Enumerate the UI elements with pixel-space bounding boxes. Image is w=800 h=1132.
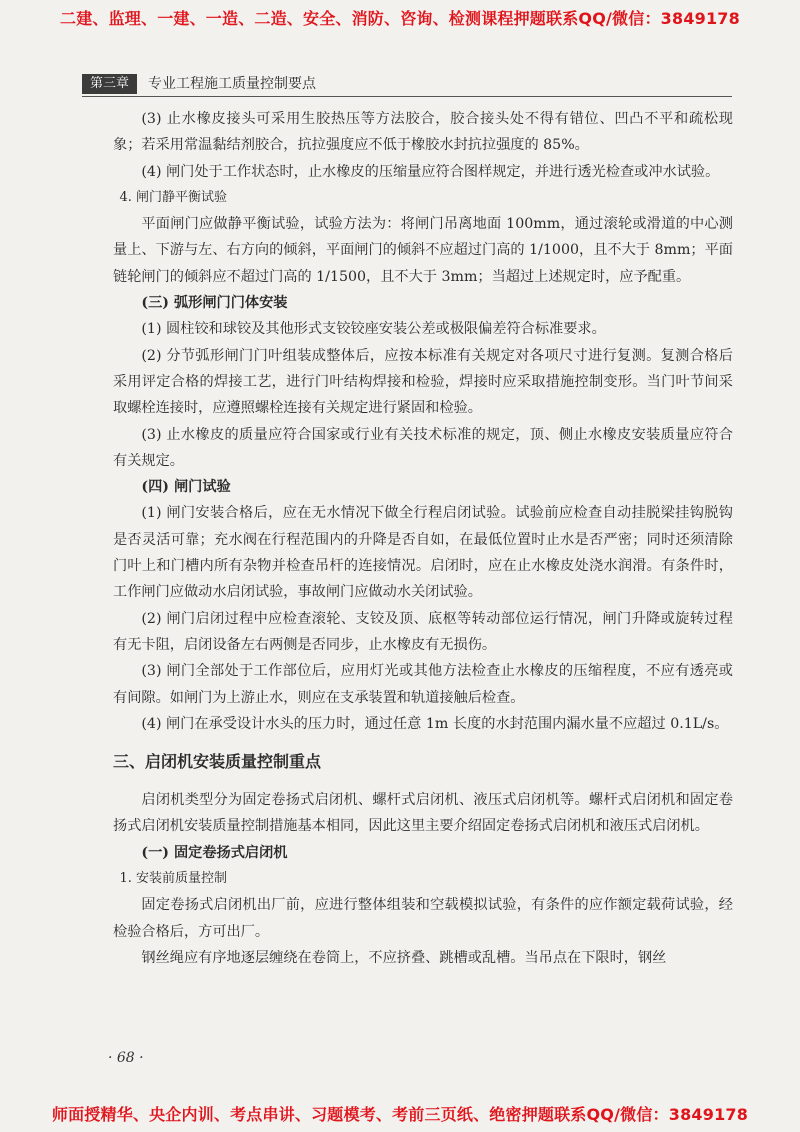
subsection-heading: 4. 闸门静平衡试验 bbox=[119, 189, 228, 205]
paragraph: (3) 止水橡皮接头可采用生胶热压等方法胶合，胶合接头处不得有错位、凹凸不平和疏松现象；若采用常温黏结剂胶合，抗拉强度应不低于橡胶水封抗拉强度的 85%。 bbox=[113, 111, 733, 154]
paragraph: 钢丝绳应有序地逐层缠绕在卷筒上，不应挤叠、跳槽或乱槽。当吊点在下限时，钢丝 bbox=[141, 949, 667, 966]
chapter-section-heading: 三、启闭机安装质量控制重点 bbox=[113, 752, 322, 772]
paragraph: 固定卷扬式启闭机出厂前，应进行整体组装和空载模拟试验，有条件的应作额定载荷试验，经检验合格后，方可出厂。 bbox=[113, 897, 733, 940]
paragraph: (2) 分节弧形闸门门叶组装成整体后，应按本标准有关规定对各项尺寸进行复测。复测合格后采用评定合格的焊接工艺，进行门叶结构焊接和检验，焊接时应采取措施控制变形。当门叶节间采取螺栓连接时，应遵照螺栓连接有关规定进行紧固和检验。 bbox=[113, 347, 733, 417]
paragraph: (1) 圆柱铰和球铰及其他形式支铰铰座安装公差或极限偏差符合标准要求。 bbox=[141, 321, 606, 338]
paragraph: (3) 闸门全部处于工作部位后，应用灯光或其他方法检查止水橡皮的压缩程度，不应有透亮或有间隙。如闸门为上游止水，则应在支承装置和轨道接触后检查。 bbox=[113, 663, 733, 706]
section-heading: (三) 弧形闸门门体安装 bbox=[141, 295, 288, 312]
chapter-header bbox=[82, 74, 732, 96]
page-number: · 68 · bbox=[108, 1050, 144, 1066]
page-body bbox=[113, 106, 733, 971]
paragraph: (2) 闸门启闭过程中应检查滚轮、支铰及顶、底枢等转动部位运行情况，闸门升降或旋转过程有无卡阻，启闭设备左右两侧是否同步，止水橡皮有无损伤。 bbox=[113, 610, 733, 653]
paragraph: (4) 闸门处于工作状态时，止水橡皮的压缩量应符合图样规定，并进行透光检查或冲水试验。 bbox=[141, 163, 720, 180]
section-heading: (四) 闸门试验 bbox=[141, 479, 231, 496]
section-heading: (一) 固定卷扬式启闭机 bbox=[141, 844, 288, 861]
chapter-title: 专业工程施工质量控制要点 bbox=[148, 76, 316, 92]
header-divider bbox=[82, 96, 732, 97]
subsection-heading: 1. 安装前质量控制 bbox=[119, 871, 228, 887]
chapter-badge: 第三章 bbox=[82, 74, 137, 94]
paragraph: (4) 闸门在承受设计水头的压力时，通过任意 1m 长度的水封范围内漏水量不应超过 0.1L/s。 bbox=[141, 715, 729, 732]
promo-banner-top: 二建、监理、一建、一造、二造、安全、消防、咨询、检测课程押题联系QQ/微信：3849178 bbox=[60, 9, 740, 28]
paragraph: 启闭机类型分为固定卷扬式启闭机、螺杆式启闭机、液压式启闭机等。螺杆式启闭机和固定卷扬式启闭机安装质量控制措施基本相同，因此这里主要介绍固定卷扬式启闭机和液压式启闭机。 bbox=[113, 792, 733, 835]
promo-banner-bottom: 师面授精华、央企内训、考点串讲、习题模考、考前三页纸、绝密押题联系QQ/微信：3849178 bbox=[51, 1105, 749, 1124]
paragraph: (1) 闸门安装合格后，应在无水情况下做全行程启闭试验。试验前应检查自动挂脱梁挂钩脱钩是否灵活可靠；充水阀在行程范围内的升降是否自如，在最低位置时止水是否严密；同时还须清除门叶上和门槽内所有杂物并检查吊杆的连接情况。启闭时，应在止水橡皮处浇水润滑。有条件时，工作闸门应做动水启闭试验，事故闸门应做动水关闭试验。 bbox=[113, 505, 733, 601]
paragraph: 平面闸门应做静平衡试验，试验方法为：将闸门吊离地面 100mm，通过滚轮或滑道的中心测量上、下游与左、右方向的倾斜，平面闸门的倾斜不应超过门高的 1/1000，且不大于 8mm；平面链轮闸门的倾斜应不超过门高的 1/1500，且不大于 3mm；当超过上述规定时，应予配重。 bbox=[113, 216, 733, 285]
paragraph: (3) 止水橡皮的质量应符合国家或行业有关技术标准的规定，顶、侧止水橡皮安装质量应符合有关规定。 bbox=[113, 426, 733, 469]
